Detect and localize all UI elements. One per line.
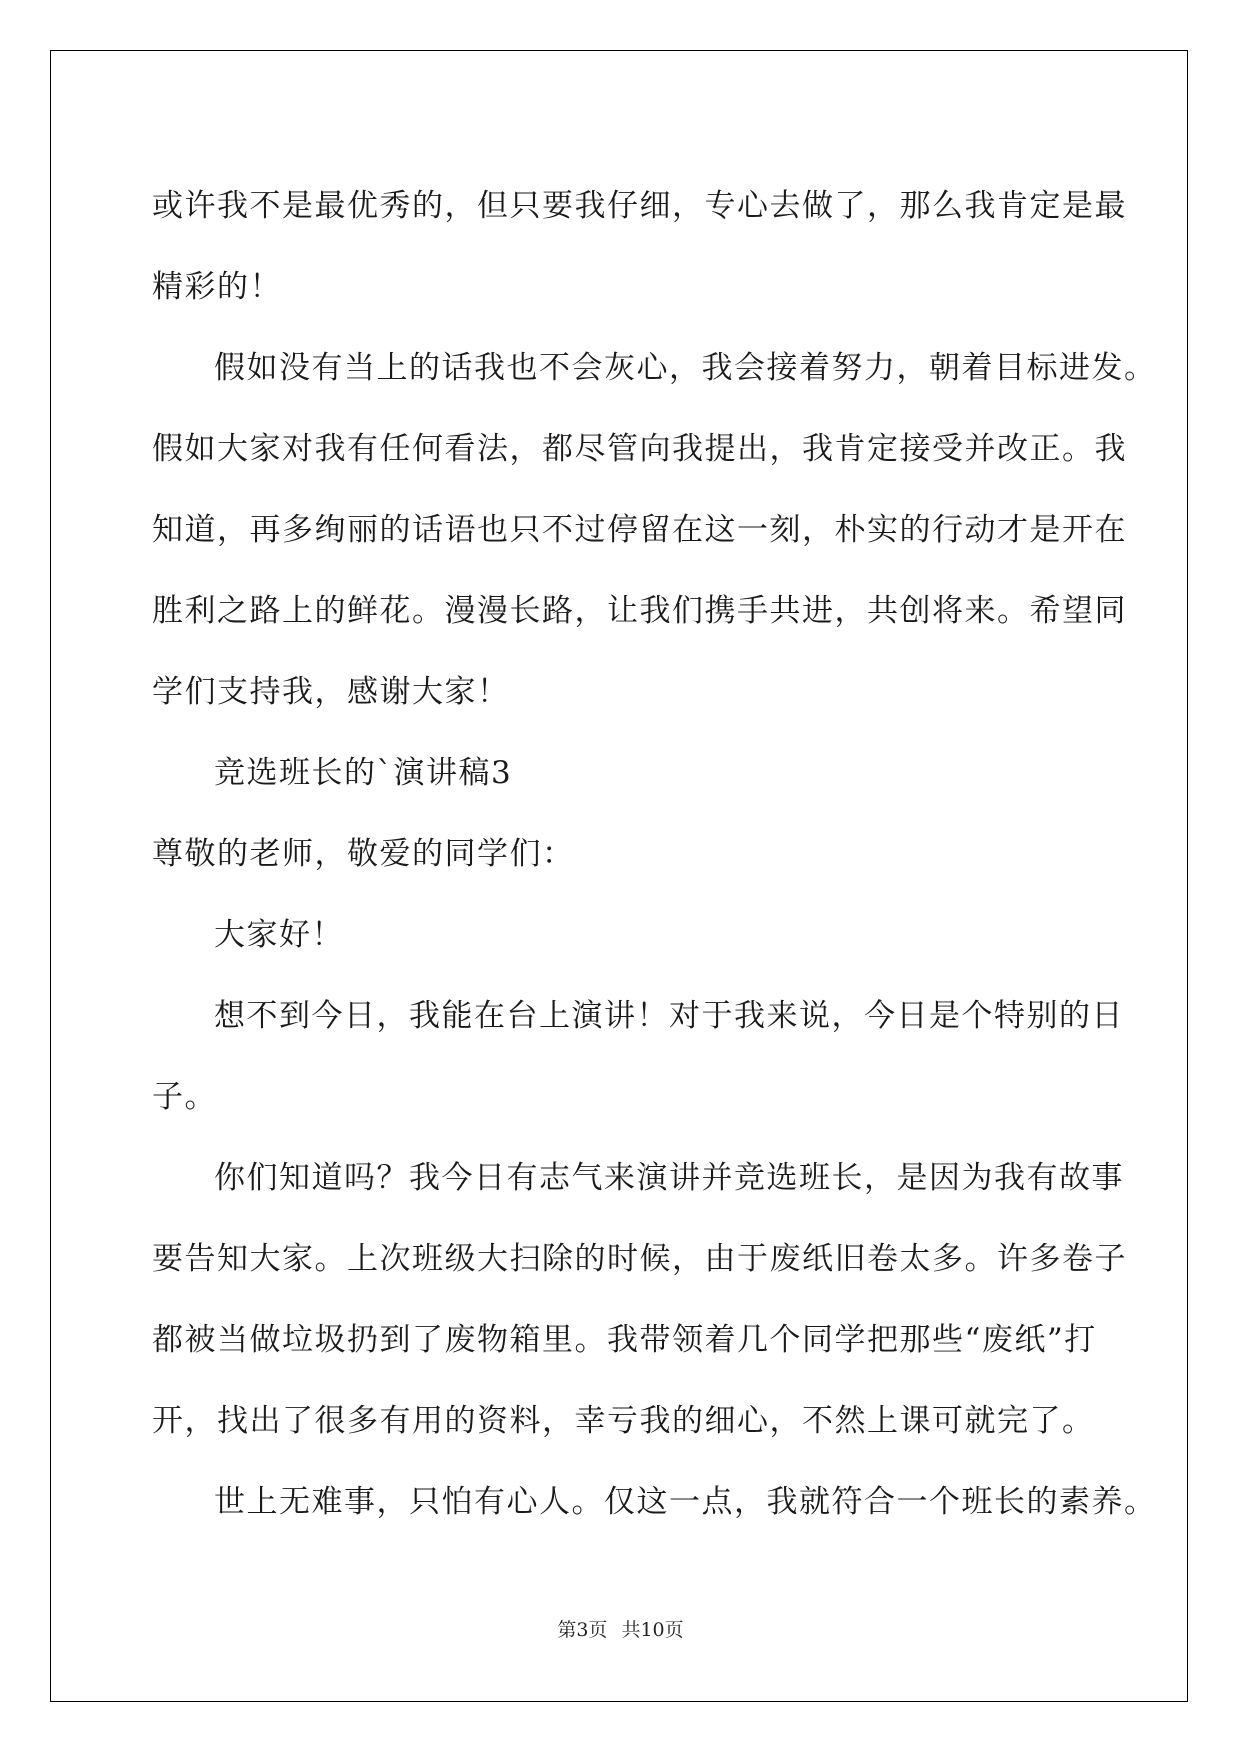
text-line: 开，找出了很多有用的资料，幸亏我的细心，不然上课可就完了。 [152,1403,1095,1439]
document-body [152,166,1157,1543]
paragraph-start: 世上无难事，只怕有心人。仅这一点，我就符合一个班长的素养。 [214,1484,1157,1520]
section-heading: 竞选班长的`演讲稿3 [214,755,513,791]
paragraph-start: 想不到今日，我能在台上演讲！对于我来说，今日是个特别的日 [214,998,1124,1034]
text-line: 学们支持我，感谢大家！ [152,674,510,710]
paragraph-start: 假如没有当上的话我也不会灰心，我会接着努力，朝着目标进发。 [214,350,1157,386]
page-number: 第3页 [557,1619,608,1641]
text-line: 或许我不是最优秀的，但只要我仔细，专心去做了，那么我肯定是最 [152,188,1127,224]
paragraph-start: 你们知道吗？我今日有志气来演讲并竞选班长，是因为我有故事 [214,1160,1124,1196]
text-line: 假如大家对我有任何看法，都尽管向我提出，我肯定接受并改正。我 [152,431,1127,467]
text-line: 知道，再多绚丽的话语也只不过停留在这一刻，朴实的行动才是开在 [152,512,1127,548]
text-line: 精彩的！ [152,269,282,305]
text-line: 都被当做垃圾扔到了废物箱里。我带领着几个同学把那些“废纸”打 [152,1322,1097,1358]
page-footer [0,1618,1241,1642]
text-line: 子。 [152,1079,217,1115]
salutation: 尊敬的老师，敬爱的同学们： [152,836,575,872]
greeting: 大家好！ [214,917,344,953]
page-total: 共10页 [621,1619,684,1641]
text-line: 要告知大家。上次班级大扫除的时候，由于废纸旧卷太多。许多卷子 [152,1241,1127,1277]
text-line: 胜利之路上的鲜花。漫漫长路，让我们携手共进，共创将来。希望同 [152,593,1127,629]
